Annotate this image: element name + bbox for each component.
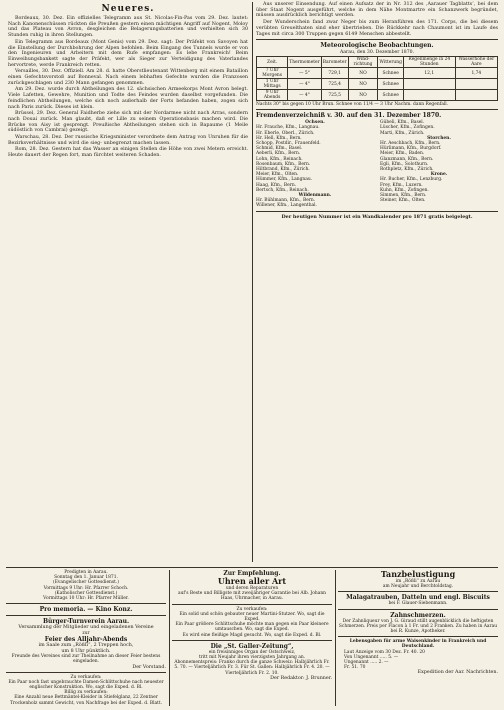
newspaper-ad-text: tritt mit Neujahr ihren vierzigsten Jahrgang an. bbox=[198, 655, 306, 661]
right-column bbox=[256, 2, 498, 222]
hotel-name: Krone. bbox=[430, 172, 448, 178]
notice-text bbox=[256, 2, 498, 37]
newspaper-ad-signature: Der Redaktor: J. Brunner. bbox=[270, 675, 332, 681]
weather-cell: 729,1 bbox=[321, 68, 348, 79]
weather-col-header: Barometer bbox=[321, 57, 348, 68]
donation-title: Lebensgaben für arme Waisenkinder in Frankreich und Deutschland. bbox=[349, 639, 487, 650]
notice-paragraph: Aus unserer Einsendung. Auf einen Aufsatz der in Nr. 312 des ‚Aarauer Tagblatts‘, bei dem über Staat Nogent ausgeführt, welche in dem Nähe Montmartre ein Schanzwerk begründet, müssen ausdrücklich berichtigt werden. bbox=[256, 2, 498, 19]
weather-col-header: Wasserhöhe der Aare bbox=[455, 57, 497, 68]
weather-note: Nachts 30° bis gegen 10 Uhr Brun. Schnee von 11/4 — 3 Uhr Nachm. dann Regenfall. bbox=[256, 102, 449, 108]
sale-title: Zu verkaufen: bbox=[236, 606, 268, 612]
guest-entry: Rosenbaum, Kfm., Bern. bbox=[256, 161, 311, 167]
sale-text: Eine Anzahl neue Bettmäntel-Kleider in Stiefelglanz, 22 Zentner Trockenholz sammt Gewicht, von Nachfrage bei der Exped. d. Blatt. bbox=[9, 695, 163, 706]
guest-entry: Lüscher, Kfm., Zofingen. bbox=[380, 125, 435, 131]
newspaper-page bbox=[6, 2, 498, 706]
church-line: (Evangelischer Gottesdienst.) bbox=[53, 580, 119, 586]
turnverein-event: Feier des Alljahr-Abends bbox=[44, 636, 128, 644]
guest-entry: Steiner, Kfm., Olten. bbox=[380, 198, 426, 204]
weather-cell bbox=[455, 79, 497, 90]
weather-row bbox=[257, 68, 498, 79]
ad-column-divider bbox=[169, 570, 170, 706]
guest-entry: Meier, Kfm., Baden. bbox=[380, 151, 425, 157]
guest-entry: Aeberli, Kfm., Bern. bbox=[256, 151, 301, 157]
maid-ad: Es wird eine fleißige Magd gesucht. Wo, sagt die Exped. d. Bl. bbox=[182, 632, 322, 638]
guest-entry: Glanzmann, Kfm., Bern. bbox=[380, 156, 434, 162]
guest-entry: Schmid, Kfm., Basel. bbox=[256, 146, 303, 152]
rifle-ad: Ein solid und schön gebauter neuer Martini-Stutzer. Wo, sagt die Exped. bbox=[179, 611, 325, 623]
weather-cell: — 5° bbox=[288, 68, 321, 79]
divider bbox=[6, 672, 166, 673]
newspaper-ad-title: Die „St. Galler-Zeitung“, bbox=[210, 642, 294, 650]
weather-cell: Schnee bbox=[378, 90, 404, 101]
turnverein-signature: Der Vorstand. bbox=[132, 664, 166, 670]
guest-entry: Hr. Bucher, Kfm., Lenzburg. bbox=[380, 177, 443, 183]
turnverein-line: im Saale zum „Rößli“, 2 Treppen hoch, bbox=[38, 643, 134, 649]
weather-cell: 9 Uhr Abends bbox=[257, 90, 288, 101]
hotel-name: Ochsen. bbox=[305, 120, 325, 126]
divider bbox=[172, 604, 332, 605]
divider bbox=[6, 603, 166, 604]
guest-entry: Hümmer, Kfm., Langnau. bbox=[256, 177, 313, 183]
donation-total: Fr. 51. 70 bbox=[344, 665, 366, 671]
guest-entry: Haag, Kfm., Bern. bbox=[256, 182, 297, 188]
skates-title: Zu verkaufen: bbox=[70, 674, 102, 680]
turnverein-line: zur bbox=[82, 630, 90, 636]
weather-cell: 1,74 bbox=[455, 68, 497, 79]
divider bbox=[6, 615, 166, 616]
weather-table bbox=[256, 56, 498, 101]
skates-exchange-ad: Ein Paar größere Schlittschuhe möchte man gegen ein Paar kleinere umtauschen. Wo, sagt die Exped. bbox=[175, 622, 329, 633]
divider bbox=[256, 211, 498, 212]
divider bbox=[256, 39, 498, 40]
weather-cell: Schnee bbox=[378, 68, 404, 79]
news-paragraph: Versailles, 30. Dez. Offiziell. Am 28. d. hatte Oberstlieutenant Wittenberg mit einem Bataillon einen Gefechtsvorstoß auf Bonneval. Nach einem lebhaften Gefechte wurden die Franzosen zurückgeschlagen und 230 Mann gefangen genommen. bbox=[8, 69, 248, 86]
watch-ad-title: Uhren aller Art bbox=[217, 576, 287, 586]
divider bbox=[338, 636, 498, 637]
guest-entry: Egli, Kfm., Solothurn. bbox=[380, 161, 429, 167]
toothache-ad-title: Zahnschmerzen. bbox=[390, 611, 446, 619]
weather-row bbox=[257, 90, 498, 101]
divider bbox=[6, 567, 498, 568]
church-line: (Katholischer Gottesdienst.) bbox=[54, 590, 118, 596]
guest-entry: Hr. Bühlmann, Kfm., Bern. bbox=[256, 198, 316, 204]
church-line: Sonntag den 1. Januar 1871. bbox=[54, 575, 118, 581]
dance-ad-sub: im „Rößli“ zu Aarau bbox=[395, 579, 441, 584]
donation-signature: Expedition der Aar. Nachrichten. bbox=[417, 670, 498, 676]
guest-entry: Frey, Kfm., Luzern. bbox=[380, 182, 423, 188]
news-paragraph: Ein Telegramm aus Bordeaux (Mont Genis) vom 29. Dez. sagt: Der Präfekt von Savoyen hat die Einstellung der Durchbohrung der Alpen befohlen. Beim Eingang des Tunnels wurde er von den Ingenieuren und Arbeitern mit dem Rufe empfangen: Es lebe Frankreich! Beim Einweihungsbankett sagte der Präfekt, wer als Sieger zur Verteidigung des Vaterlandes hervortrete, werde Frankreich retten. bbox=[8, 39, 248, 68]
weather-cell: — 4° bbox=[288, 90, 321, 101]
guest-entry: Hr. Aeschbach, Kfm., Bern. bbox=[380, 141, 441, 147]
weather-subtitle: Aarau, den 30. Dezember 1870. bbox=[339, 50, 415, 56]
weather-cell: Schnee bbox=[378, 79, 404, 90]
watch-ad-sub: und deren Reparaturen bbox=[225, 586, 279, 591]
donation-entry: Laut Anzeige vom 30 Dez. Fr. 40. 20 bbox=[344, 649, 425, 655]
church-line: Vormittags 9 Uhr: Hr. Pfarrer Schoch. bbox=[43, 585, 129, 591]
sale-title: Billig zu verkaufen: bbox=[64, 690, 108, 696]
news-paragraph: Am 29. Dez. wurde durch Abtheilungen des 12. sächsischen Armeekorps Mont Avron belegt. Viele Lafetten, Gewehre, Munition und Todte des Feindes wurden daselbst vorgefunden. Die feindlichen Abtheilungen, welche sich noch außerhalb der Forts befanden haben, zogen sich nach Paris zurück. Dieses ist klein. bbox=[8, 87, 248, 110]
turnverein-title: Bürger-Turnverein Aarau. bbox=[42, 618, 130, 626]
turnverein-line: Versammlung der Mitglieder und eingeladenen Vereine bbox=[18, 625, 154, 631]
divider bbox=[338, 609, 498, 610]
weather-title: Meteorologische Beobachtungen. bbox=[320, 42, 434, 50]
notice-paragraph: Der Wunderschein fand zwar Neger bis zum Heranführen des 171. Corps, die bei diesem verübten Greuelthaten sind eher übertrieben. Die Rückkehr nach Chaumont ist im Laufe des Tages mit circa 300 Truppen gegen 6149 Menschen abbestellt. bbox=[256, 20, 498, 37]
weather-cell: 12,1 bbox=[403, 68, 455, 79]
church-line: Predigten in Aarau. bbox=[64, 570, 108, 575]
hotel-name: Wildenmann. bbox=[298, 193, 332, 199]
guest-entry: Hiltbrand, Kfm., Zürich. bbox=[256, 167, 310, 173]
guest-entry: Marti, Kfm., Zürich. bbox=[380, 130, 425, 136]
section-heading-neueres: Neueres. bbox=[101, 4, 155, 14]
ad-heading: Zur Empfehlung. bbox=[223, 570, 281, 577]
news-paragraph: Warschau, 28. Dez. Der russische Kriegsminister verordnete dem Antrag von Unruhen für die Bezirksverhältnisse und wird die sieg- unbegrenzt machen lassen. bbox=[8, 135, 248, 146]
weather-col-header: Wind-richtung bbox=[348, 57, 378, 68]
weather-cell: NO bbox=[348, 79, 378, 90]
newspaper-ad-price: Abonnementspreis: Franko durch die ganze Schweiz: Halbjährlich Fr. 5. 70. — Vierteljährlich Fr. 3. Für St. Gallen: Halbjährlich Fr. 4. 20. — Vierteljährlich Fr. 2. 10. bbox=[174, 660, 330, 676]
guest-list-title: Fremdenverzeichniß v. 30. auf den 31. Dezember 1870. bbox=[256, 112, 442, 120]
skates-text: Ein Paar noch fast ungebrauchte Damen-Schlittschuhe nach neuester englischer Konstruktion. Wo, sagt die Exped. d. Bl. bbox=[8, 679, 164, 691]
guest-entry: Rothpletz, Kfm., Zürich. bbox=[380, 167, 434, 173]
turnverein-line: um 8 Uhr pünktlich. bbox=[61, 648, 111, 654]
ad-column-left bbox=[6, 570, 166, 706]
news-text bbox=[8, 16, 248, 159]
weather-cell: NO bbox=[348, 68, 378, 79]
hotel-name: Storchen. bbox=[427, 135, 451, 141]
news-paragraph: Rom, 28. Dez. Gestern hat das Wasser an einigen Stellen die Höhe von zwei Metern erreicht. Heute dauert der Regen fort, man fürchtet weiteren Schaden. bbox=[8, 147, 248, 159]
turnverein-line: Freunde des Vereines sind zur Theilnahme an dieser Feier bestens eingeladen. bbox=[11, 654, 161, 665]
church-notice bbox=[6, 570, 166, 601]
weather-col-header: Thermometer bbox=[288, 57, 321, 68]
dance-ad-title: Tanzbelustigung bbox=[380, 569, 456, 579]
guest-list bbox=[256, 120, 498, 208]
guest-entry: Kuhn, Kfm., Zofingen. bbox=[380, 187, 429, 193]
dance-ad-date: am Neujahr und Berchtoldstag. bbox=[382, 584, 454, 590]
guest-entry: Schopp, Postdir., Frauenfeld. bbox=[256, 141, 321, 147]
weather-cell: 725,5 bbox=[321, 90, 348, 101]
watch-ad-text: auf's Beste und Billigste mit zweijähriger Garantie bei Alb. Johann Haas, Uhrmacher, in Aarau. bbox=[177, 591, 327, 602]
ad-column-divider bbox=[335, 570, 336, 706]
guest-entry: Hürlimann, Kfm., Burgdorf. bbox=[380, 146, 442, 152]
weather-col-header: Zeit. bbox=[257, 57, 288, 68]
ad-column-right bbox=[338, 570, 498, 706]
divider bbox=[338, 591, 498, 592]
weather-cell: 725,4 bbox=[321, 79, 348, 90]
guest-entry: Lohn, Kfm., Reinach. bbox=[256, 156, 303, 162]
weather-cell: NO bbox=[348, 90, 378, 101]
news-paragraph: Bordeaux, 30. Dez. Ein offizielles Telegramm aus St. Nicolas-Fin-Pas vom 29. Dez. lautet: Nach Kanonenschüssen rückten die Preußen gestern einen mächtigen Angriff auf Nogent, Moloy und das Plateau von Avron, desgleichen die Belagerungsbatterien und verhielten sich 30 Stunden ruhig in ihren Stellungen. bbox=[8, 16, 248, 39]
guest-entry: Meier, Kfm., Olten. bbox=[256, 172, 299, 178]
weather-col-header: Witterung bbox=[378, 57, 404, 68]
weather-cell bbox=[403, 79, 455, 90]
church-line: Vormittags 10 Uhr: Hr. Pfarrer Müller. bbox=[43, 596, 129, 602]
weather-cell bbox=[403, 90, 455, 101]
guest-entry: Hr. Frauche, Kfm., Langnau. bbox=[256, 125, 320, 131]
divider bbox=[172, 640, 332, 641]
weather-header-row bbox=[257, 57, 498, 68]
weather-cell: 7 Uhr Morgens bbox=[257, 68, 288, 79]
left-column bbox=[8, 2, 248, 160]
column-divider bbox=[252, 2, 253, 562]
toothache-ad-text: Der Zahnliqueur von J. G. Giraud stillt augenblicklich die heftigsten Schmerzen. Preis per Flacon à 1 Fr. und 2 Franken. Zu haben in Aarau bei R. Kunze, Apotheker. bbox=[338, 618, 498, 635]
guest-entry: Hr. Hell, Kfm., Bern. bbox=[256, 135, 302, 141]
donation-entry: Von Ungenannt ..... 5. — bbox=[344, 654, 399, 660]
grocery-ad-vendor: bei F. Glauer-Siebenmann. bbox=[388, 601, 448, 607]
weather-cell: 1 Uhr Mittags bbox=[257, 79, 288, 90]
guest-entry: Bertsch, Kfm., Reinach. bbox=[256, 187, 309, 193]
ad-column-middle bbox=[172, 570, 332, 706]
pro-memoria: Pro memoria. — Kino Konz. bbox=[39, 606, 133, 614]
weather-row bbox=[257, 79, 498, 90]
advertisement-section bbox=[6, 570, 498, 706]
newspaper-ad-sub: ein freisinniges Organ der Ostschweiz, bbox=[208, 649, 296, 655]
guest-entry: Hr. Eberle, Oberl., Zürich. bbox=[256, 130, 315, 136]
weather-col-header: Regenmenge in 24 Stunden bbox=[403, 57, 455, 68]
weather-cell: — 4° bbox=[288, 79, 321, 90]
news-paragraph: Brüssel, 29. Dez. General Faidherbe ziehe sich mit der Nordarmee nicht nach Arras, sondern nach Douai zurück. Man glaubt, daß er Lille zu seinem Operationsbasis machen wird. Die Brücke von Aisy ist gesprengt. Preußische Abtheilungen stehen sich in Bapaume (1 Meile südöstlich von Cambrai) gezeigt. bbox=[8, 111, 248, 134]
donation-entry: Ungenannt ..... 2. — bbox=[344, 660, 389, 666]
supplement-notice: Der heutigen Nummer ist ein Wandkalender pro 1871 gratis beigelegt. bbox=[281, 213, 473, 220]
guest-entry: Willener, Kfm., Langenthal. bbox=[256, 203, 317, 209]
guest-entry: Simmen, Kfm., Bern. bbox=[380, 193, 427, 199]
grocery-ad-title: Malagatrauben, Datteln und engl. Biscuits bbox=[346, 594, 490, 602]
weather-cell bbox=[455, 90, 497, 101]
guest-entry: Gübeli, Kfm., Basel. bbox=[380, 120, 425, 126]
divider bbox=[256, 109, 498, 110]
